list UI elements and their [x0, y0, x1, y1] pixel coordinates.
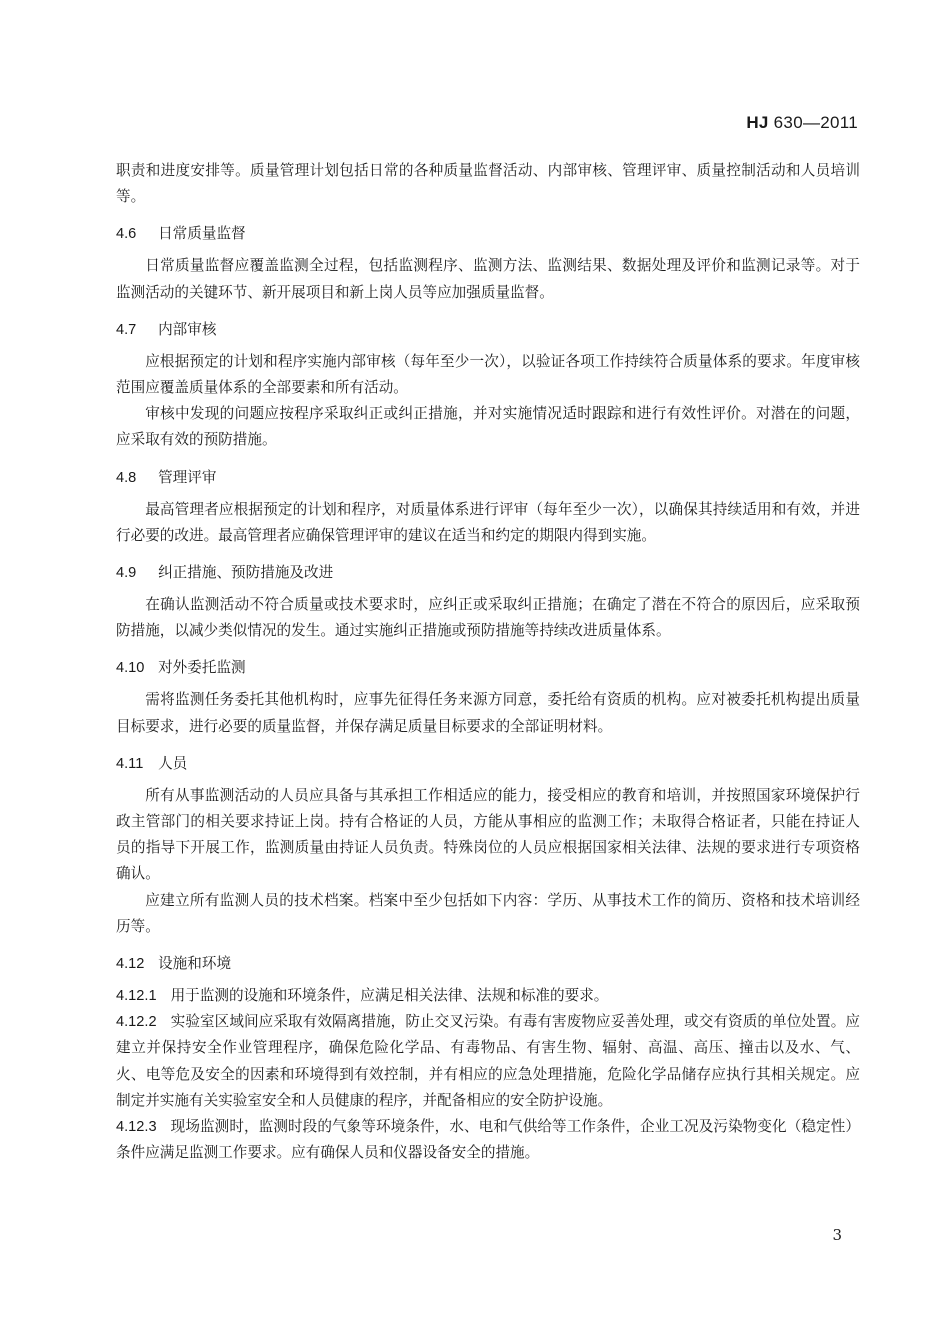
section-title: 设施和环境: [158, 956, 232, 973]
section-paragraph: 所有从事监测活动的人员应具备与其承担工作相适应的能力，接受相应的教育和培训，并按照国家环境保护行政主管部门的相关要求持证上岗。持有合格证的人员，方能从事相应的监测工作；未取得合格证者，只能在持证人员的指导下开展工作，监测质量由持证人员负责。特殊岗位的人员应根据国家相关法律、法规的要求进行专项资格确认。: [116, 786, 860, 883]
section-heading-4-6: [116, 221, 860, 247]
subclause-4-12-2: [116, 1009, 860, 1114]
section-title: 内部审核: [158, 321, 217, 338]
section-paragraph: 审核中发现的问题应按程序采取纠正或纠正措施，并对实施情况适时跟踪和进行有效性评价。对潜在的问题，应采取有效的预防措施。: [116, 405, 860, 449]
section-number: 4.7: [116, 321, 137, 338]
section-number: 4.10: [116, 660, 145, 677]
standard-code-prefix: HJ: [746, 113, 769, 132]
section-number: 4.11: [116, 755, 144, 772]
section-heading-4-10: [116, 655, 860, 681]
intro-paragraph: 职责和进度安排等。质量管理计划包括日常的各种质量监督活动、内部审核、管理评审、质量控制活动和人员培训等。: [116, 162, 860, 206]
section-title: 管理评审: [158, 469, 217, 486]
section-paragraph: 需将监测任务委托其他机构时，应事先征得任务来源方同意，委托给有资质的机构。应对被委托机构提出质量目标要求，进行必要的质量监督，并保存满足质量目标要求的全部证明材料。: [116, 691, 860, 735]
section-number: 4.12: [116, 956, 145, 973]
standard-code-number: 630—2011: [768, 113, 858, 132]
section-heading-4-9: [116, 560, 860, 586]
section-title: 人员: [158, 755, 188, 772]
subclause-number: 4.12.2: [116, 1014, 157, 1031]
section-paragraph: 应建立所有监测人员的技术档案。档案中至少包括如下内容：学历、从事技术工作的简历、资格和技术培训经历等。: [116, 891, 860, 935]
section-paragraph: 应根据预定的计划和程序实施内部审核（每年至少一次），以验证各项工作持续符合质量体系的要求。年度审核范围应覆盖质量体系的全部要素和所有活动。: [116, 352, 860, 397]
section-number: 4.9: [116, 565, 137, 582]
standard-code: [746, 113, 858, 133]
document-body: [116, 158, 860, 1166]
section-heading-4-7: [116, 317, 860, 343]
section-number: 4.6: [116, 226, 137, 243]
subclause-text: 现场监测时，监测时段的气象等环境条件，水、电和气供给等工作条件，企业工况及污染物变化（稳定性）条件应满足监测工作要求。应有确保人员和仪器设备安全的措施。: [116, 1118, 860, 1162]
section-paragraph: 日常质量监督应覆盖监测全过程，包括监测程序、监测方法、监测结果、数据处理及评价和监测记录等。对于监测活动的关键环节、新开展项目和新上岗人员等应加强质量监督。: [116, 257, 860, 301]
section-heading-4-11: [116, 751, 860, 777]
subclause-text: 实验室区域间应采取有效隔离措施，防止交叉污染。有毒有害废物应妥善处理，或交有资质的单位处置。应建立并保持安全作业管理程序，确保危险化学品、有毒物品、有害生物、辐射、高温、高压、撞击以及水、气、火、电等危及安全的因素和环境得到有效控制，并有相应的应急处理措施，危险化学品储存应执行其相关规定。应制定并实施有关实验室安全和人员健康的程序，并配备相应的安全防护设施。: [116, 1013, 860, 1109]
section-title: 对外委托监测: [158, 660, 246, 677]
section-paragraph: 在确认监测活动不符合质量或技术要求时，应纠正或采取纠正措施；在确定了潜在不符合的原因后，应采取预防措施，以减少类似情况的发生。通过实施纠正措施或预防措施等持续改进质量体系。: [116, 596, 860, 640]
subclause-text: 用于监测的设施和环境条件，应满足相关法律、法规和标准的要求。: [170, 987, 609, 1005]
page-number: 3: [832, 1226, 842, 1244]
section-number: 4.8: [116, 469, 137, 486]
subclause-4-12-1: [116, 983, 860, 1009]
section-title: 日常质量监督: [158, 226, 246, 243]
subclause-number: 4.12.1: [116, 988, 157, 1005]
section-paragraph: 最高管理者应根据预定的计划和程序，对质量体系进行评审（每年至少一次），以确保其持续适用和有效，并进行必要的改进。最高管理者应确保管理评审的建议在适当和约定的期限内得到实施。: [116, 500, 860, 544]
section-heading-4-12: [116, 951, 860, 977]
section-heading-4-8: [116, 465, 860, 491]
subclause-4-12-3: [116, 1114, 860, 1166]
section-title: 纠正措施、预防措施及改进: [158, 565, 334, 582]
subclause-number: 4.12.3: [116, 1119, 157, 1136]
